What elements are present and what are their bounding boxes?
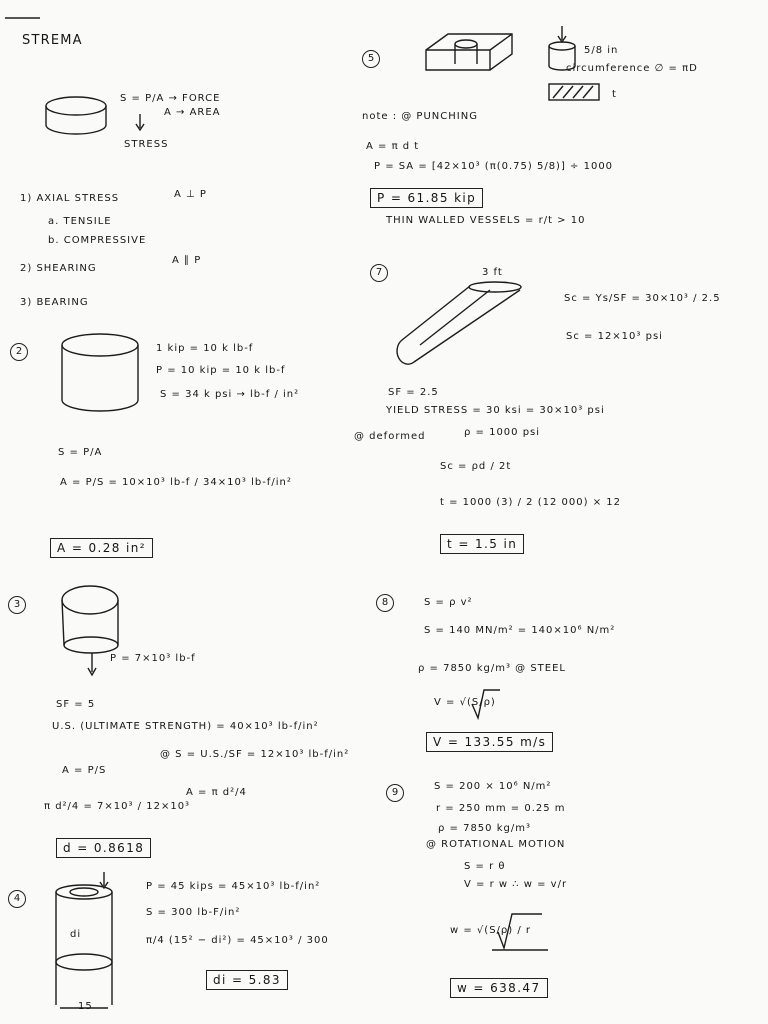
problem-number-4: 4 (8, 890, 26, 908)
bearing-item: 3) BEARING (20, 297, 89, 308)
p3-circle-area: A = π d²/4 (186, 787, 247, 798)
p7-hoop-stress: Sc = ρd / 2t (440, 461, 512, 472)
stress-label: STRESS (124, 139, 169, 150)
thin-walled-note: THIN WALLED VESSELS = r/t > 10 (386, 215, 586, 226)
problem-number-3: 3 (8, 596, 26, 614)
p7-safety-factor: SF = 2.5 (388, 387, 439, 398)
p7-allowable-stress: Sc = Ys/SF = 30×10³ / 2.5 (564, 293, 721, 304)
p5-note: note : @ PUNCHING (362, 111, 478, 122)
problem-number-8: 8 (376, 594, 394, 612)
p5-dimension: 5/8 in (584, 45, 619, 56)
p3-allowable-stress: @ S = U.S./SF = 12×10³ lb-f/in² (160, 749, 350, 760)
p3-load: P = 7×10³ lb-f (110, 653, 196, 664)
p8-density: ρ = 7850 kg/m³ @ STEEL (418, 663, 566, 674)
p2-answer: A = 0.28 in² (50, 538, 153, 558)
problem-number-5: 5 (362, 50, 380, 68)
p7-length-label: 3 ft (482, 267, 503, 278)
p2-area-calc: A = P/S = 10×10³ lb-f / 34×10³ lb-f/in² (60, 477, 292, 488)
compressive-item: b. COMPRESSIVE (48, 235, 147, 246)
p9-stress: S = 200 × 10⁶ N/m² (434, 781, 552, 792)
p5-circumference: circumference ∅ = πD (566, 63, 698, 74)
p9-answer: w = 638.47 (450, 978, 548, 998)
p2-load: P = 10 kip = 10 k lb-f (156, 365, 286, 376)
p8-stress: S = 140 MN/m² = 140×10⁶ N/m² (424, 625, 616, 636)
p2-formula: S = P/A (58, 447, 103, 458)
p5-punch-force: P = SA = [42×10³ (π(0.75) 5/8)] ÷ 1000 (374, 161, 614, 172)
p3-safety-factor: SF = 5 (56, 699, 96, 710)
shearing-item: 2) SHEARING (20, 263, 97, 274)
disc-sketch (46, 97, 106, 134)
problem-number-9: 9 (386, 784, 404, 802)
p7-answer: t = 1.5 in (440, 534, 524, 554)
p9-radius: r = 250 mm = 0.25 m (436, 803, 566, 814)
p7-deformed-note: @ deformed (354, 431, 426, 442)
p7-thickness-calc: t = 1000 (3) / 2 (12 000) × 12 (440, 497, 621, 508)
p9-angular-velocity: V = r w ∴ w = v/r (464, 879, 568, 890)
p7-allowable-value: Sc = 12×10³ psi (566, 331, 663, 342)
p5-area-formula: A = π d t (366, 141, 420, 152)
axial-stress-item: 1) AXIAL STRESS (20, 193, 120, 204)
area-label: A → AREA (164, 107, 221, 118)
axial-symbol: A ⊥ P (174, 189, 207, 200)
p3-equation: π d²/4 = 7×10³ / 12×10³ (44, 801, 191, 812)
p8-velocity-formula: V = √(S/ρ) (434, 697, 496, 708)
p2-kip-def: 1 kip = 10 k lb-f (156, 343, 254, 354)
p8-answer: V = 133.55 m/s (426, 732, 553, 752)
p4-equation: π/4 (15² − di²) = 45×10³ / 300 (146, 935, 329, 946)
p5-answer: P = 61.85 kip (370, 188, 483, 208)
problem-number-2: 2 (10, 343, 28, 361)
p4-load: P = 45 kips = 45×10³ lb-f/in² (146, 881, 321, 892)
p4-answer: di = 5.83 (206, 970, 288, 990)
stress-formula: S = P/A → FORCE (120, 93, 221, 104)
p3-answer: d = 0.8618 (56, 838, 151, 858)
p4-stress: S = 300 lb-F/in² (146, 907, 241, 918)
p9-omega-formula: w = √(S/ρ) / r (450, 925, 531, 936)
p2-stress: S = 34 k psi → lb-f / in² (160, 389, 300, 400)
tensile-item: a. TENSILE (48, 216, 112, 227)
punch-block-sketch (426, 34, 512, 70)
p9-density: ρ = 7850 kg/m³ (438, 823, 531, 834)
p5-thickness-label: t (612, 89, 617, 100)
p7-yield-stress: YIELD STRESS = 30 ksi = 30×10³ psi (386, 405, 605, 416)
p7-pressure: ρ = 1000 psi (464, 427, 541, 438)
shearing-symbol: A ∥ P (172, 255, 202, 266)
pipe-sketch-7 (397, 282, 521, 364)
p4-inner-diameter-label: di (70, 929, 82, 940)
cylinder-sketch-2 (62, 334, 138, 411)
p3-ultimate-strength: U.S. (ULTIMATE STRENGTH) = 40×10³ lb-f/in² (52, 721, 319, 732)
p3-area-formula: A = P/S (62, 765, 107, 776)
problem-number-7: 7 (370, 264, 388, 282)
p9-rotational-note: @ ROTATIONAL MOTION (426, 839, 566, 850)
tube-sketch-4 (56, 872, 112, 1008)
page-title: STREMA (22, 33, 83, 48)
p4-outer-dimension: 15 (78, 1001, 93, 1012)
p9-arc-relation: S = r θ (464, 861, 506, 872)
p8-formula: S = ρ v² (424, 597, 473, 608)
